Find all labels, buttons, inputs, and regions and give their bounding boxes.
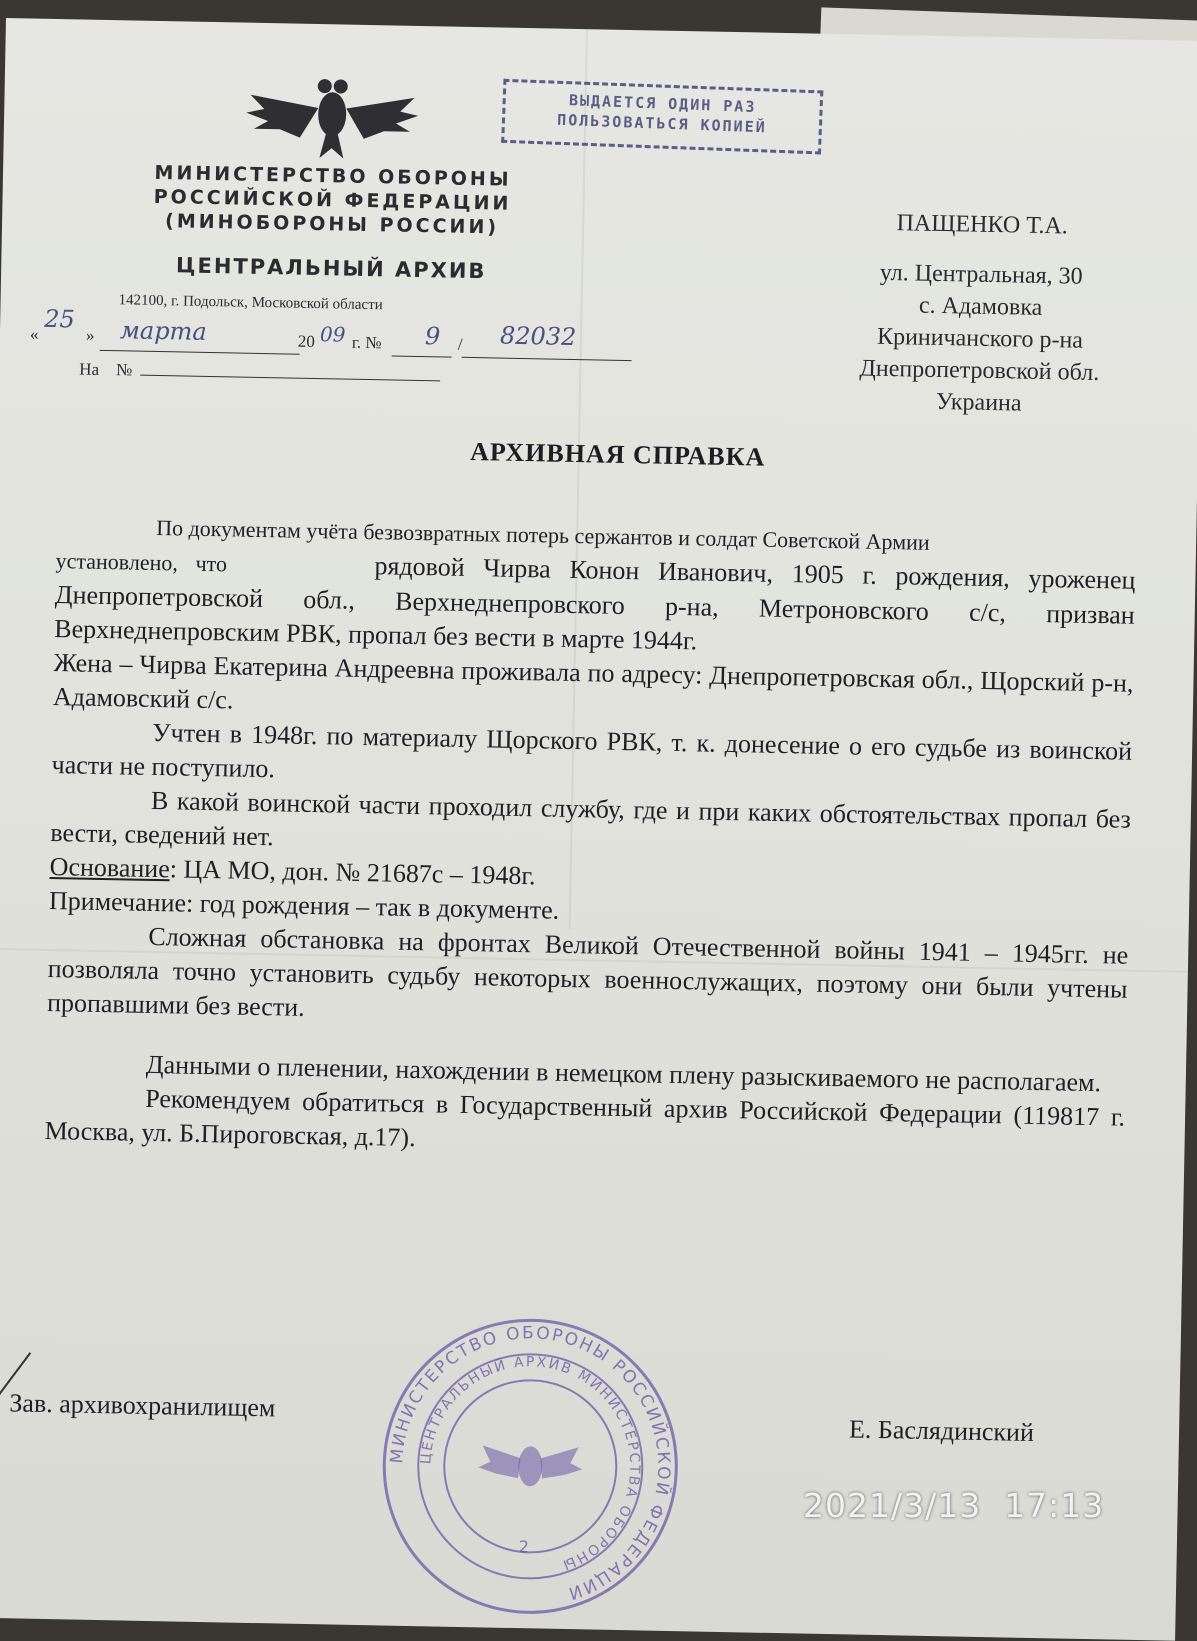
recipient-line-5: Украина bbox=[935, 388, 1022, 417]
official-seal bbox=[367, 1313, 693, 1619]
paragraph-7: Рекомендуем обратиться в Государственный архив Российской Федерации (119817 г. Москва, ул. Б.Пироговская, д.17). bbox=[44, 1083, 1126, 1153]
dateline bbox=[29, 304, 631, 367]
note-line: Примечание: год рождения – так в документе. bbox=[48, 885, 560, 925]
reply-to-label: На № bbox=[79, 359, 133, 380]
copy-stamp bbox=[501, 79, 823, 155]
num-a-underline bbox=[392, 355, 452, 357]
recipient-block bbox=[809, 206, 1153, 422]
date-underline bbox=[100, 350, 300, 355]
date-quote-open: « bbox=[29, 324, 39, 344]
seal-inner-text: ЦЕНТРАЛЬНЫЙ АРХИВ МИНИСТЕРСТВА ОБОРОНЫ bbox=[418, 1354, 643, 1574]
document-body bbox=[44, 509, 1136, 1169]
ministry-name-block bbox=[132, 160, 533, 240]
doc-number-a: 9 bbox=[424, 322, 441, 351]
recipient-line-4: Днепропетровской обл. bbox=[859, 355, 1100, 387]
recipient-name: ПАЩЕНКО Т.А. bbox=[896, 210, 1069, 240]
recipient-line-1: ул. Центральная, 30 bbox=[879, 259, 1083, 290]
date-quote-close: » bbox=[85, 325, 95, 345]
paragraph-4: В какой воинской части проходил службу, где и при каких обстоятельствах пропал без вести, сведений нет. bbox=[50, 785, 1132, 852]
reply-to-line bbox=[79, 359, 441, 386]
photo-timestamp: 2021/3/13 17:13 bbox=[803, 1486, 1105, 1525]
recipient-line-3: Криничанского р-на bbox=[876, 323, 1084, 354]
eagle-emblem-icon bbox=[239, 67, 425, 163]
document-paper bbox=[0, 18, 1197, 1641]
copy-stamp-line-1: ВЫДАЕТСЯ ОДИН РАЗ bbox=[568, 91, 757, 117]
ministry-line-1: МИНИСТЕРСТВО ОБОРОНЫ bbox=[154, 161, 512, 191]
document-title: АРХИВНАЯ СПРАВКА bbox=[469, 436, 766, 472]
basis-text: : ЦА МО, дон. № 21687с – 1948г. bbox=[169, 854, 536, 891]
seal-number: 2 bbox=[518, 1537, 530, 1557]
doc-number-slash: / bbox=[457, 334, 463, 354]
copy-stamp-line-2: ПОЛЬЗОВАТЬСЯ КОПИЕЙ bbox=[556, 110, 768, 137]
signatory-title: Зав. архивохранилищем bbox=[9, 1388, 276, 1423]
paragraph-1b-rest: рядовой Чирва Конон Иванович, 1905 г. рождения, уроженец Днепропетровской обл., Верхнеднепровского р-на, Метроновского с/с, призван Верхнеднепровским РВК, пропал без вести в марте 1944г. bbox=[54, 551, 1136, 656]
num-b-underline bbox=[462, 357, 632, 361]
paragraph-5: Сложная обстановка на фронтах Великой Отечественной войны 1941 – 1945гг. не позволяла точно установить судьбу некоторых военнослужащих, поэтому они были учтены пропавшими без вести. bbox=[46, 921, 1129, 1022]
archive-name: ЦЕНТРАЛЬНЫЙ АРХИВ bbox=[175, 253, 487, 284]
ministry-line-2: РОССИЙСКОЙ ФЕДЕРАЦИИ bbox=[153, 185, 512, 215]
paragraph-6: Данными о пленении, нахождении в немецком плену разыскиваемого не располагаем. bbox=[145, 1049, 1102, 1098]
date-number-label: г. № bbox=[351, 332, 382, 353]
archive-address: 142100, г. Подольск, Московской области bbox=[118, 292, 383, 314]
date-day: 25 bbox=[43, 304, 76, 334]
paragraph-1a: По документам учёта безвозвратных потерь сержантов и солдат Советской Армии bbox=[156, 514, 930, 555]
paragraph-1b-lead: установлено, что bbox=[55, 548, 228, 577]
paragraph-2: Жена – Чирва Екатерина Андреевна проживала по адресу: Днепропетровская обл., Щорский р-н, Адамовский с/с. bbox=[52, 648, 1134, 715]
doc-number-b: 82032 bbox=[499, 321, 577, 352]
reply-to-underline bbox=[140, 375, 440, 382]
seal-outer-text: МИНИСТЕРСТВО ОБОРОНЫ РОССИЙСКОЙ ФЕДЕРАЦИИ bbox=[387, 1323, 674, 1604]
signatory-name: Е. Баслядинский bbox=[848, 1414, 1035, 1447]
basis-label: Основание bbox=[49, 851, 171, 884]
date-year-suffix: 09 bbox=[319, 322, 346, 347]
ministry-line-3: (МИНОБОРОНЫ РОССИИ) bbox=[164, 210, 500, 239]
date-month: марта bbox=[119, 316, 207, 346]
seal-eagle-icon bbox=[478, 1445, 583, 1487]
paragraph-3: Учтен в 1948г. по материалу Щорского РВК, т. к. донесение о его судьбе из воинской части не поступило. bbox=[51, 717, 1133, 784]
date-year-prefix: 20 bbox=[297, 331, 316, 351]
recipient-line-2: с. Адамовка bbox=[918, 292, 1043, 321]
